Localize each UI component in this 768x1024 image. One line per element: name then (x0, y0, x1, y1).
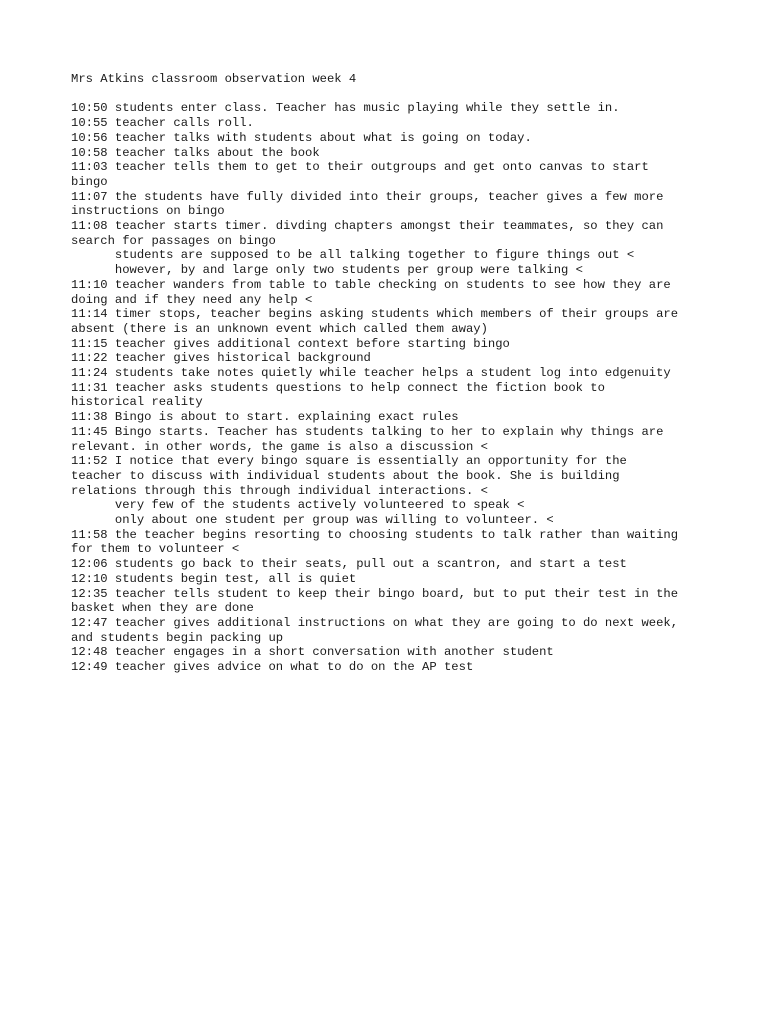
log-line: 11:52 I notice that every bingo square is essentially an opportunity for the (71, 454, 627, 469)
log-line: doing and if they need any help < (71, 292, 313, 307)
log-line: 12:49 teacher gives advice on what to do on the AP test (71, 660, 474, 675)
log-line: historical reality (71, 395, 203, 410)
log-line: 11:58 the teacher begins resorting to choosing students to talk rather than waiting (71, 527, 679, 542)
log-line: 10:50 students enter class. Teacher has music playing while they settle in. (71, 101, 620, 116)
log-line: for them to volunteer < (71, 542, 240, 557)
document-body (71, 72, 711, 675)
log-line: instructions on bingo (71, 204, 225, 219)
log-line: however, by and large only two students per group were talking < (71, 263, 583, 278)
log-line: only about one student per group was willing to volunteer. < (71, 513, 554, 528)
log-line: 12:35 teacher tells student to keep their bingo board, but to put their test in the (71, 586, 679, 601)
log-line: 11:10 teacher wanders from table to table checking on students to see how they are (71, 277, 671, 292)
document-title: Mrs Atkins classroom observation week 4 (71, 72, 357, 86)
log-line: 12:06 students go back to their seats, pull out a scantron, and start a test (71, 557, 627, 572)
log-line: basket when they are done (71, 601, 254, 616)
log-line: search for passages on bingo (71, 233, 276, 248)
log-line: relevant. in other words, the game is also a discussion < (71, 439, 488, 454)
observation-log (71, 101, 711, 674)
log-line: 11:31 teacher asks students questions to help connect the fiction book to (71, 380, 605, 395)
log-line: 11:03 teacher tells them to get to their outgroups and get onto canvas to start (71, 160, 649, 175)
log-line: relations through this through individual interactions. < (71, 483, 488, 498)
log-line: bingo (71, 174, 108, 189)
log-line: and students begin packing up (71, 630, 284, 645)
log-line: very few of the students actively volunteered to speak < (71, 498, 525, 513)
log-line: 11:45 Bingo starts. Teacher has students talking to her to explain why things are (71, 424, 664, 439)
log-line: 11:07 the students have fully divided into their groups, teacher gives a few more (71, 189, 664, 204)
log-line: 12:10 students begin test, all is quiet (71, 571, 357, 586)
log-line: students are supposed to be all talking together to figure things out < (71, 248, 635, 263)
log-line: 11:15 teacher gives additional context before starting bingo (71, 336, 510, 351)
log-line: teacher to discuss with individual students about the book. She is building (71, 468, 620, 483)
log-line: 11:08 teacher starts timer. divding chapters amongst their teammates, so they can (71, 219, 664, 234)
log-line: 12:47 teacher gives additional instructions on what they are going to do next week, (71, 616, 679, 630)
log-line: absent (there is an unknown event which called them away) (71, 321, 488, 336)
log-line: 10:55 teacher calls roll. (71, 116, 254, 131)
log-line: 10:58 teacher talks about the book (71, 145, 320, 160)
log-line: 11:14 timer stops, teacher begins asking students which members of their groups are (71, 307, 679, 322)
log-line: 11:24 students take notes quietly while teacher helps a student log into edgenuity (71, 366, 671, 381)
log-line: 11:22 teacher gives historical background (71, 351, 371, 366)
log-line: 12:48 teacher engages in a short conversation with another student (71, 645, 554, 660)
log-line: 11:38 Bingo is about to start. explaining exact rules (71, 410, 459, 425)
log-line: 10:56 teacher talks with students about what is going on today. (71, 130, 532, 145)
